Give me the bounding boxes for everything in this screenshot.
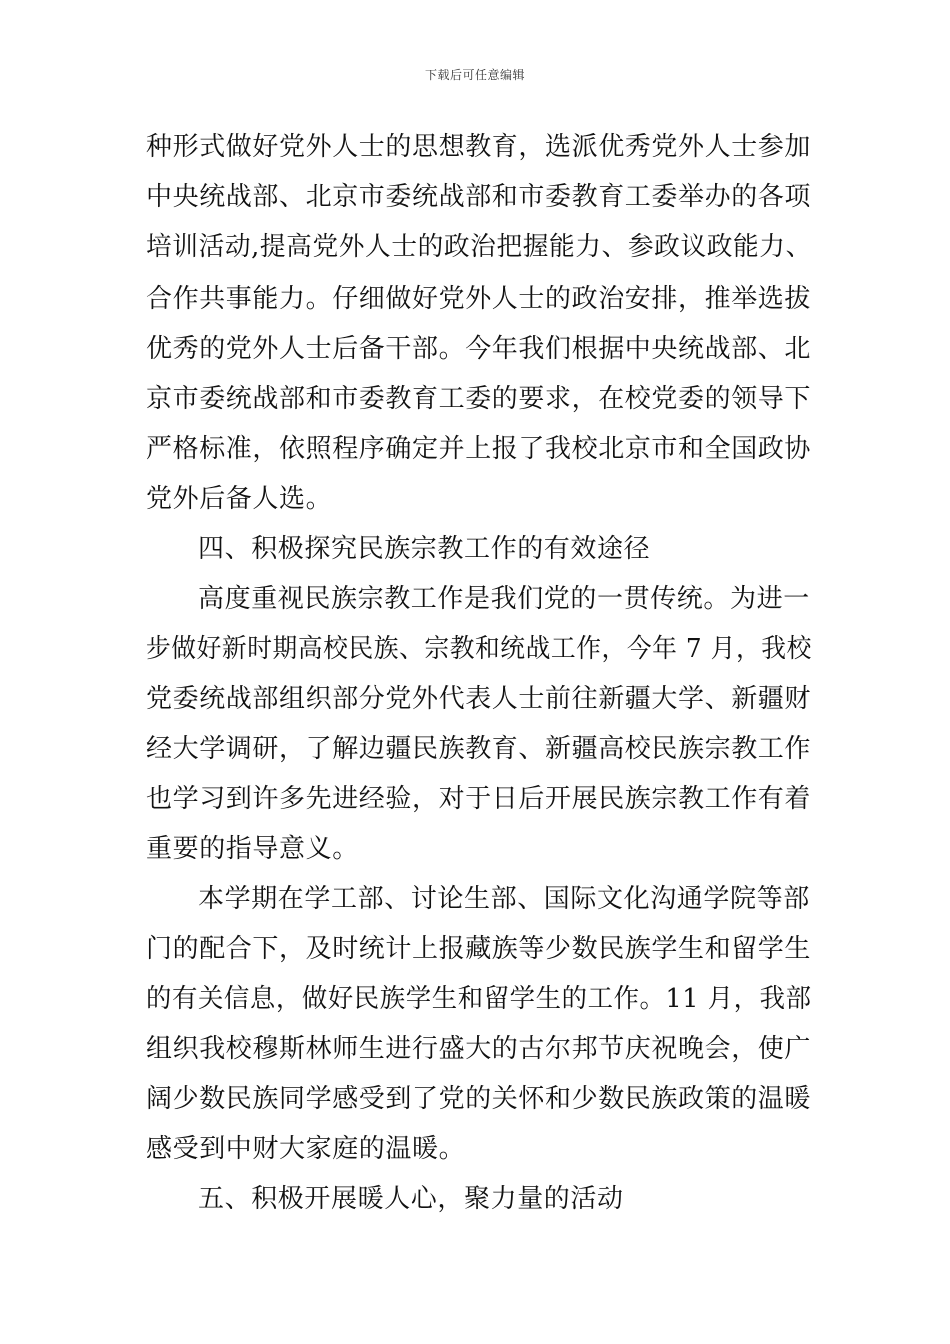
body-line: 也学习到许多先进经验，对于日后开展民族宗教工作有着	[146, 784, 812, 814]
body-line: 中央统战部、北京市委统战部和市委教育工委举办的各项	[146, 182, 812, 212]
body-line: 严格标准，依照程序确定并上报了我校北京市和全国政协	[146, 434, 812, 464]
body-line: 培训活动,提高党外人士的政治把握能力、参政议政能力、	[146, 232, 812, 262]
body-line: 党委统战部组织部分党外代表人士前往新疆大学、新疆财	[146, 684, 812, 714]
body-line: 合作共事能力。仔细做好党外人士的政治安排，推举选拔	[146, 284, 812, 314]
body-line: 的有关信息，做好民族学生和留学生的工作。11 月，我部	[146, 984, 812, 1014]
page-header: 下载后可任意编辑	[424, 68, 525, 82]
body-line: 本学期在学工部、讨论生部、国际文化沟通学院等部	[198, 884, 810, 914]
section-heading: 四、积极探究民族宗教工作的有效途径	[198, 534, 651, 564]
body-line: 阔少数民族同学感受到了党的关怀和少数民族政策的温暖	[146, 1084, 812, 1114]
body-line: 感受到中财大家庭的温暖。	[146, 1134, 466, 1164]
body-line: 种形式做好党外人士的思想教育，选派优秀党外人士参加	[146, 132, 812, 162]
body-line: 党外后备人选。	[146, 484, 333, 514]
body-line: 步做好新时期高校民族、宗教和统战工作，今年 7 月，我校	[146, 634, 812, 664]
body-line: 高度重视民族宗教工作是我们党的一贯传统。为进一	[198, 584, 810, 614]
body-line: 经大学调研，了解边疆民族教育、新疆高校民族宗教工作	[146, 734, 812, 764]
body-line: 京市委统战部和市委教育工委的要求，在校党委的领导下	[146, 384, 812, 414]
body-line: 组织我校穆斯林师生进行盛大的古尔邦节庆祝晚会，使广	[146, 1034, 812, 1064]
body-line: 门的配合下，及时统计上报藏族等少数民族学生和留学生	[146, 934, 812, 964]
body-line: 优秀的党外人士后备干部。今年我们根据中央统战部、北	[146, 334, 812, 364]
body-line: 重要的指导意义。	[146, 834, 359, 864]
section-heading: 五、积极开展暖人心，聚力量的活动	[198, 1184, 624, 1214]
